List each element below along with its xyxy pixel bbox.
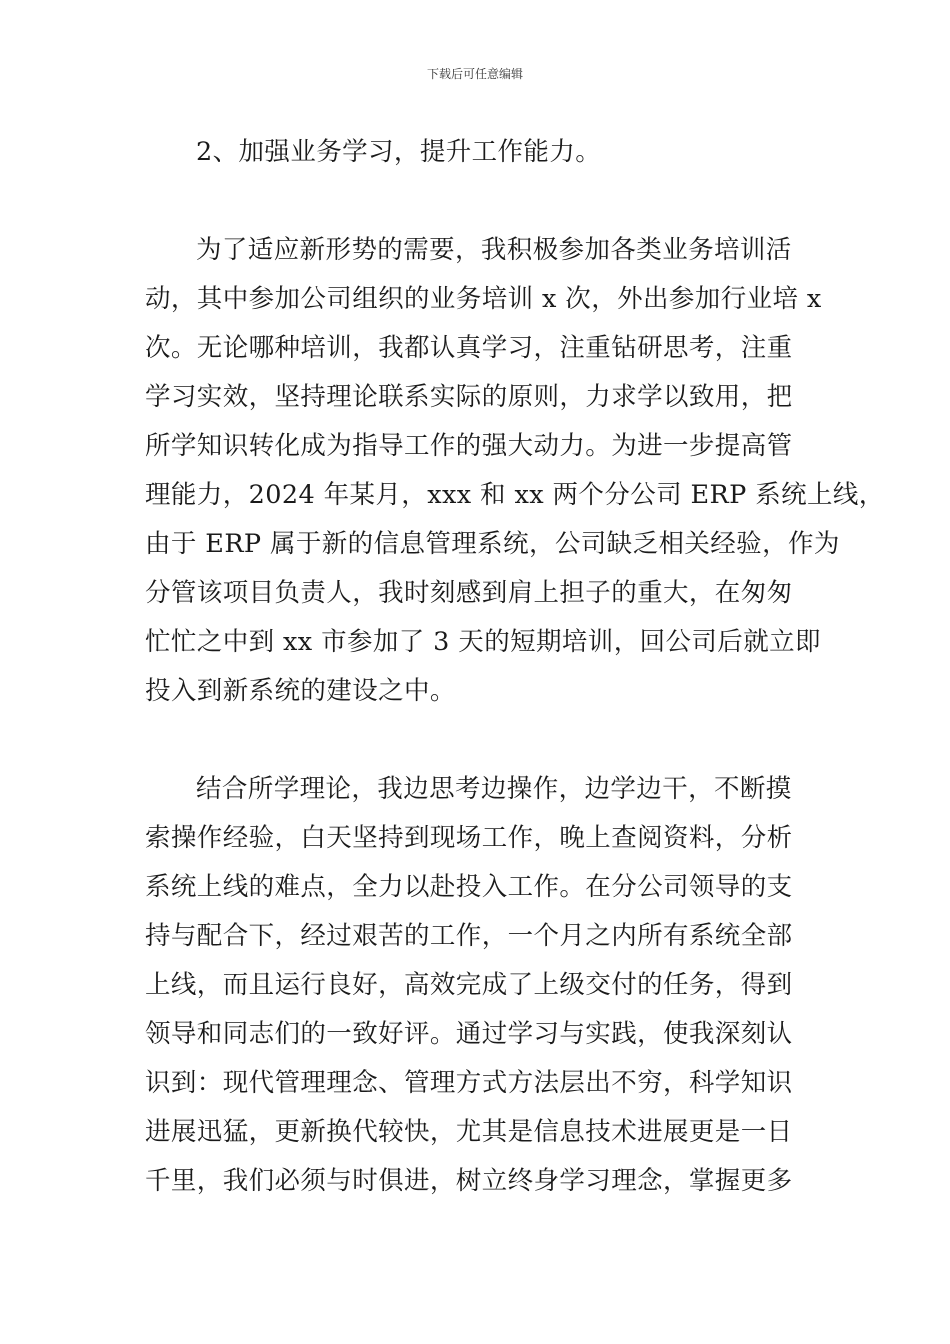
paragraph-line: 投入到新系统的建设之中。	[145, 676, 456, 706]
paragraph-line: 由于 ERP 属于新的信息管理系统，公司缺乏相关经验，作为	[145, 529, 840, 559]
paragraph-practice	[145, 765, 805, 1206]
paragraph-line: 分管该项目负责人，我时刻感到肩上担子的重大，在匆匆	[145, 578, 793, 608]
paragraph-spacer	[145, 177, 805, 226]
paragraph-line: 理能力，2024 年某月，xxx 和 xx 两个分公司 ERP 系统上线，	[145, 480, 885, 510]
paragraph-line: 系统上线的难点，全力以赴投入工作。在分公司领导的支	[145, 872, 793, 902]
paragraph-line: 领导和同志们的一致好评。通过学习与实践，使我深刻认	[145, 1019, 793, 1049]
paragraph-line: 所学知识转化成为指导工作的强大动力。为进一步提高管	[145, 431, 793, 461]
paragraph-line: 动，其中参加公司组织的业务培训 x 次，外出参加行业培 x	[145, 284, 822, 314]
paragraph-spacer	[145, 716, 805, 765]
paragraph-line: 识到：现代管理理念、管理方式方法层出不穷，科学知识	[145, 1068, 793, 1098]
paragraph-line: 次。无论哪种培训，我都认真学习，注重钻研思考，注重	[145, 333, 793, 363]
paragraph-training	[145, 226, 885, 716]
paragraph-line: 上线，而且运行良好，高效完成了上级交付的任务，得到	[145, 970, 793, 1000]
paragraph-line: 进展迅猛，更新换代较快，尤其是信息技术进展更是一日	[145, 1117, 793, 1147]
paragraph-line: 忙忙之中到 xx 市参加了 3 天的短期培训，回公司后就立即	[145, 627, 821, 657]
paragraph-line: 结合所学理论，我边思考边操作，边学边干，不断摸	[196, 774, 792, 804]
paragraph-line: 索操作经验，白天坚持到现场工作，晚上查阅资料，分析	[145, 823, 793, 853]
document-body	[145, 128, 885, 1206]
paragraph-line: 为了适应新形势的需要，我积极参加各类业务培训活	[196, 235, 792, 265]
section-heading: 2、加强业务学习，提升工作能力。	[196, 137, 602, 167]
page-header: 下载后可任意编辑	[426, 67, 523, 81]
paragraph-line: 持与配合下，经过艰苦的工作，一个月之内所有系统全部	[145, 921, 793, 951]
paragraph-line: 学习实效，坚持理论联系实际的原则，力求学以致用，把	[145, 382, 793, 412]
paragraph-line: 千里，我们必须与时俱进，树立终身学习理念，掌握更多	[145, 1166, 793, 1196]
